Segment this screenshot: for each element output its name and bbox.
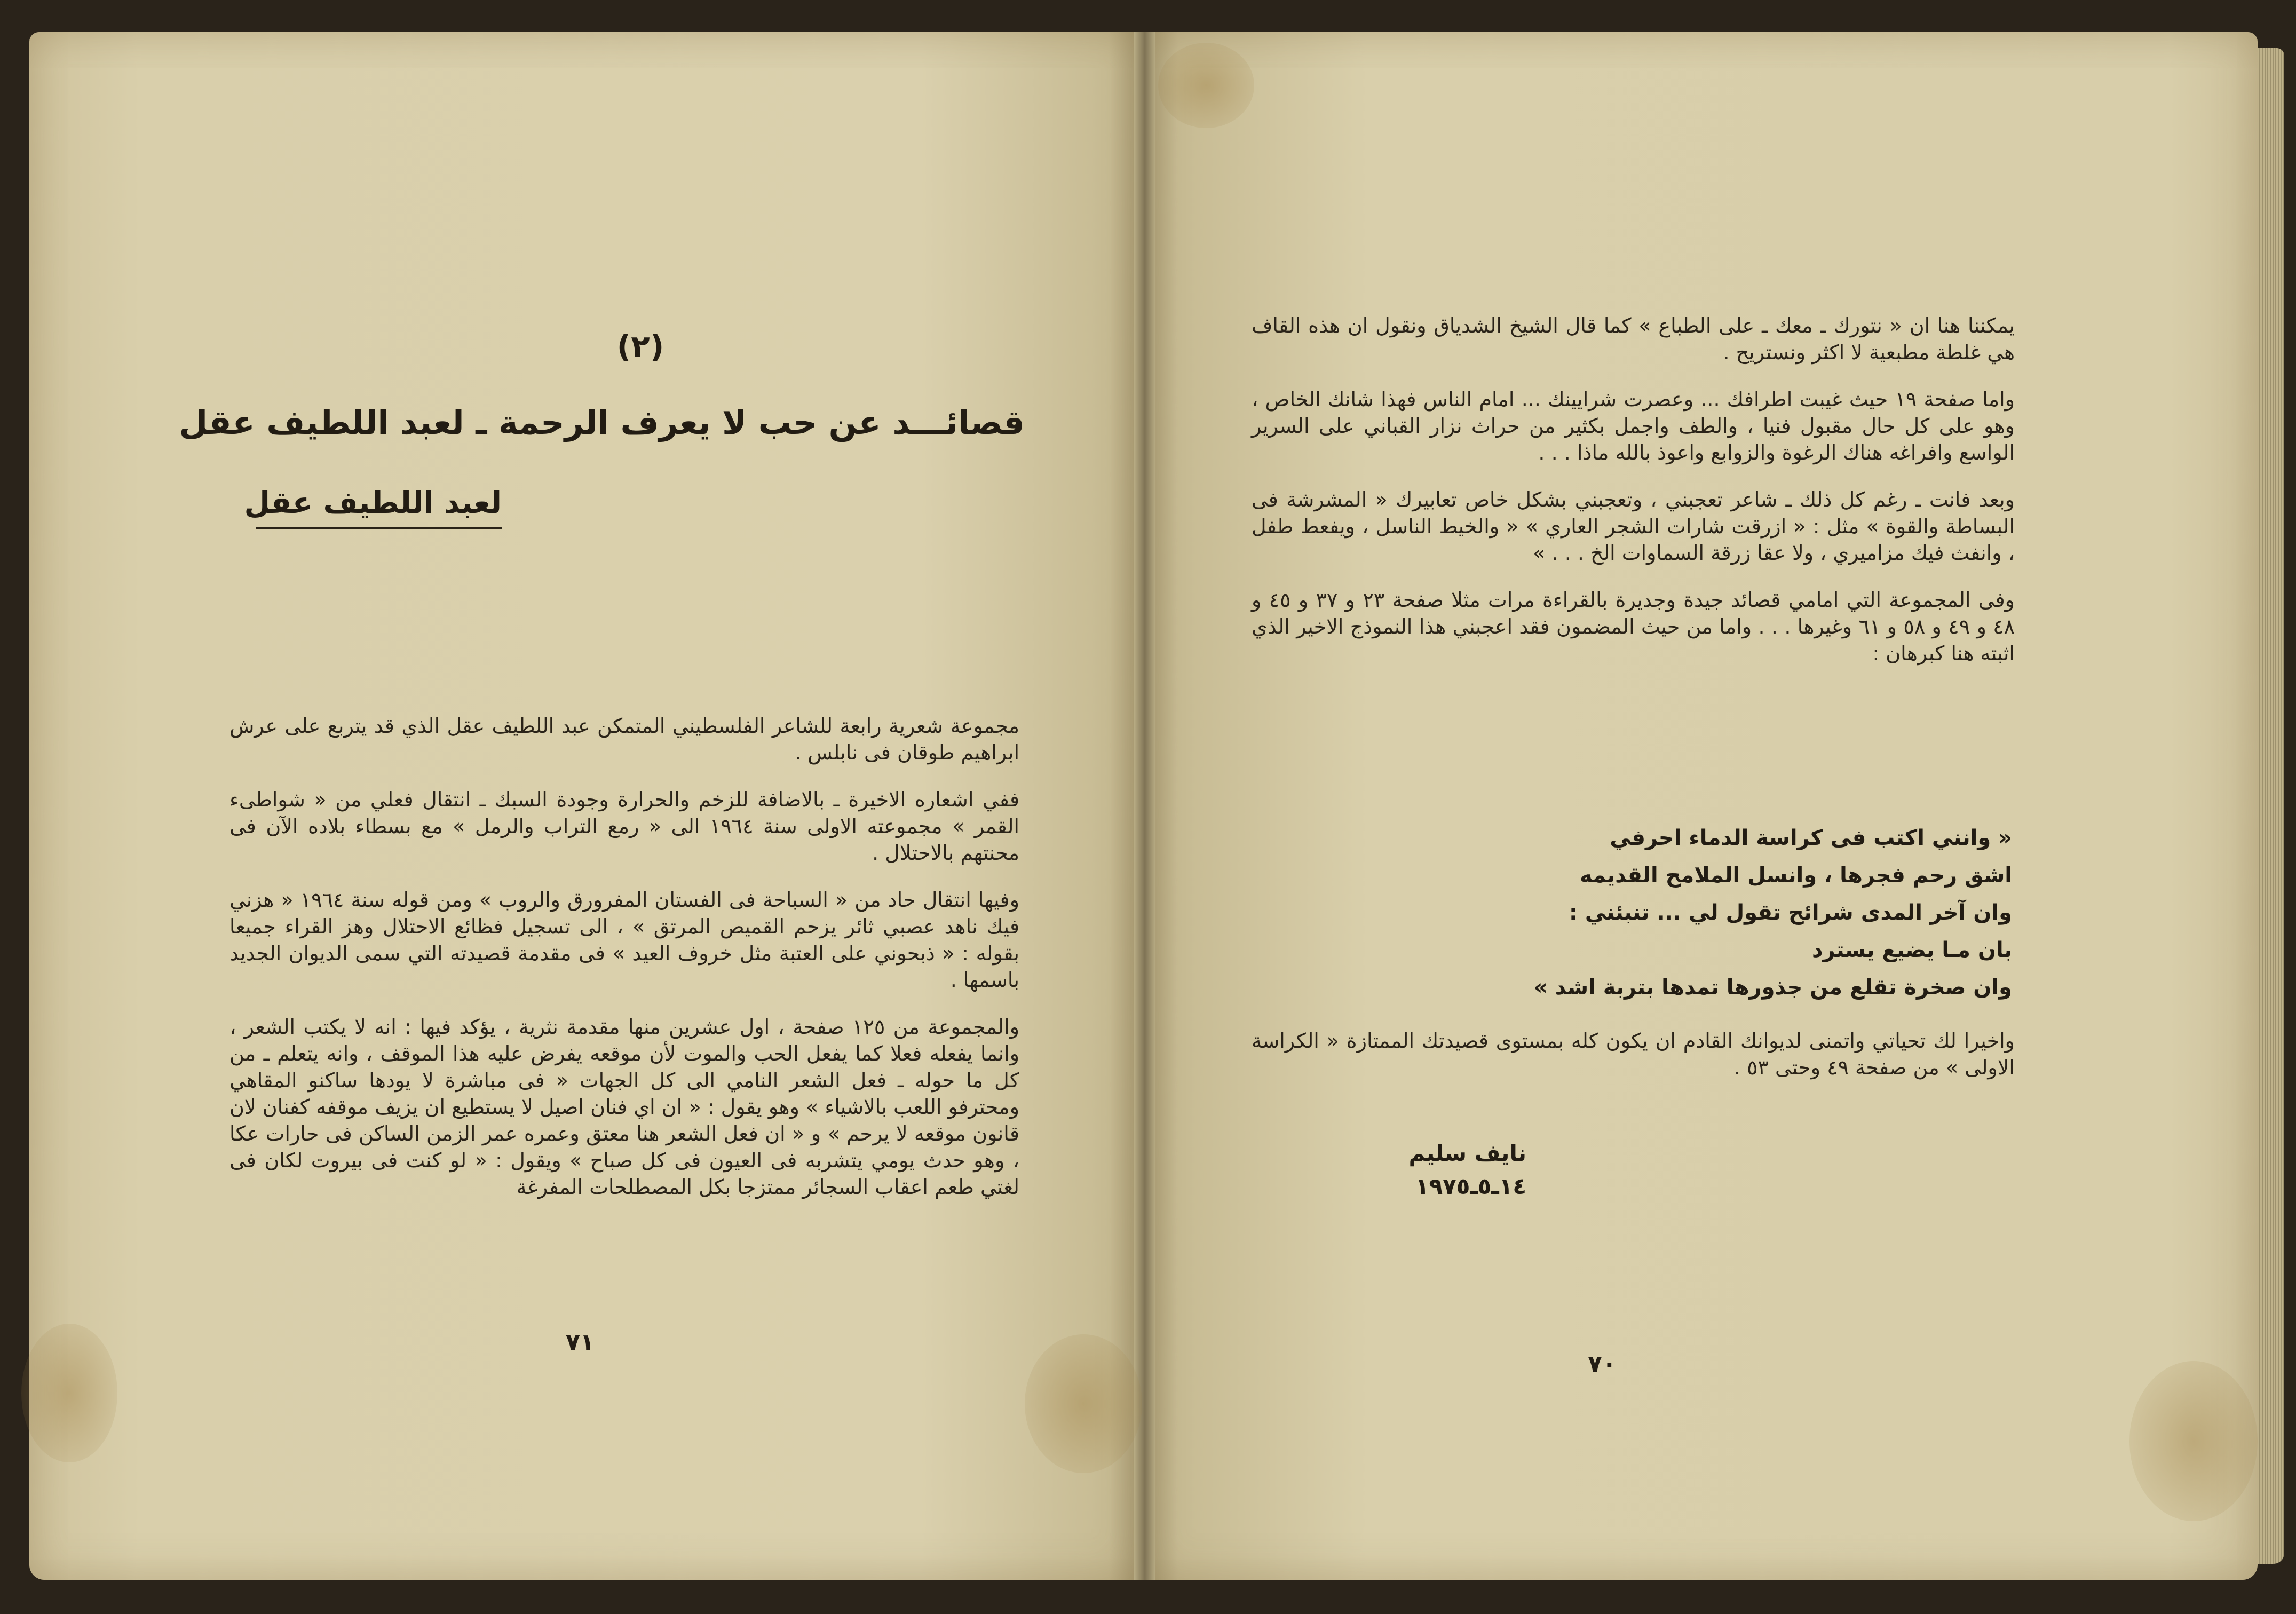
page-stain	[21, 1324, 117, 1462]
paragraph: وفى المجموعة التي امامي قصائد جيدة وجديرة بالقراءة مرات مثلا صفحة ٢٣ و ٣٧ و ٤٥ و ٤٨ و ٤٩ و ٥٨ و ٦١ وغيرها . . . واما من حيث المضمون فقد اعجبني هذا النموذج الاخير الذي اثبته هنا كبرهان :	[1252, 588, 2015, 665]
page-stain	[2129, 1361, 2258, 1521]
page-stain	[1025, 1334, 1142, 1473]
closing-paragraph-block	[1252, 1027, 2015, 1101]
page-stain	[1158, 43, 1254, 128]
paragraph: والمجموعة من ١٢٥ صفحة ، اول عشرين منها مقدمة نثرية ، يؤكد فيها : انه لا يكتب الشعر ، وانما يفعله فعلا كما يفعل الحب والموت لأن موقعه يفرض عليه هذا الموقف ، وانه يتعلم ـ من كل ما حوله ـ فعل الشعر النامي الى كل الجهات « فى مباشرة لا يودها ساكنو المقاهي ومحترفو اللعب بالاشياء » وهو يقول : « ان اي فنان اصيل لا يستطيع ان يزيف موقفه كفنان لان قانون موقعه لا يرحم » و « ان فعل الشعر هنا معتق وعمره عمر الزمن الساكن فى حارات عكا ، وهو حدث يومي يتشربه فى العيون فى كل صباح » ويقول : « لو كنت فى بيروت لكان فى لغتي طعم اعقاب السجائر ممتزجا بكل المصطلحات المفرغة	[229, 1015, 1019, 1199]
book-gutter	[1134, 32, 1155, 1580]
signature-name: نايف سليم	[1408, 1140, 1526, 1166]
paragraph: وبعد فانت ـ رغم كل ذلك ـ شاعر تعجبني ، وتعجبني بشكل خاص تعابيرك « المشرشة فى البساطة والقوة » مثل : « ازرقت شارات الشجر العاري » « والخيط الناسل ، ويفعط طفل ، وانفث فيك مزاميري ، ولا عقا زرقة السماوات الخ . . . »	[1252, 488, 2015, 565]
right-page-body	[1252, 312, 2015, 687]
left-page-body	[229, 713, 1019, 1221]
paragraph: واما صفحة ١٩ حيث غيبت اطرافك ... وعصرت شرايينك ... امام الناس فهذا شانك الخاص ، وهو على كل حال مقبول فنيا ، والطف واجمل بكثير من حراث نزار القباني على السرير الواسع وافراغه هناك الرغوة والزوابع واعوذ بالله ماذا . . .	[1252, 387, 2015, 464]
page-number: ٧٠	[1588, 1350, 1617, 1378]
page-number: ٧١	[566, 1329, 595, 1356]
paragraph: وفيها انتقال حاد من « السباحة فى الفستان المفرورق والروب » ومن قوله سنة ١٩٦٤ « هزني فيك ناهد عصبي ثائر يزحم القميص المرتق » ، الى تسجيل فظائع الاحتلال وهز القراء جميعا بقوله : « ذبحوني على العتبة مثل خروف العيد » فى مقدمة قصيدته التي سمى الديوان الجديد باسمها .	[229, 888, 1019, 992]
signature-date: ١٤ـ٥ـ١٩٧٥	[1415, 1173, 1526, 1199]
right-page	[1145, 32, 2258, 1580]
page-edges	[2258, 48, 2284, 1564]
quoted-poem	[1260, 819, 2012, 1006]
author-heading: لعبد اللطيف عقل	[256, 486, 502, 529]
chapter-title: قصائـــد عن حب لا يعرف الرحمة ـ لعبد اللطيف عقل	[179, 403, 1025, 442]
poem-line: وان آخر المدى شرائح تقول لي ... تنبئني :	[1569, 900, 2012, 925]
poem-line: بان مـا يضيع يسترد	[1812, 938, 2012, 962]
paragraph: يمكننا هنا ان « نتورك ـ معك ـ على الطباع » كما قال الشيخ الشدياق ونقول ان هذه القاف هي غلطة مطبعية لا اكثر ونستريح .	[1252, 314, 2015, 364]
paragraph: ففي اشعاره الاخيرة ـ بالاضافة للزخم والحرارة وجودة السبك ـ انتقال فعلي من « شواطىء القمر » مجموعته الاولى سنة ١٩٦٤ الى « رمع التراب والرمل » مع بسطاء بلاده الآن فى محنتهم بالاحتلال .	[229, 788, 1019, 865]
signature	[1302, 1137, 1526, 1203]
poem-line: « وانني اكتب فى كراسة الدماء احرفي	[1610, 826, 2012, 850]
chapter-number: (٢)	[616, 328, 664, 365]
paragraph: مجموعة شعرية رابعة للشاعر الفلسطيني المتمكن عبد اللطيف عقل الذي قد يتربع على عرش ابراهيم طوقان فى نابلس .	[229, 714, 1019, 764]
closing-paragraph: واخيرا لك تحياتي واتمنى لديوانك القادم ان يكون كله بمستوى قصيدتك الممتازة « الكراسة الاولى » من صفحة ٤٩ وحتى ٥٣ .	[1252, 1029, 2015, 1079]
poem-line: وان صخرة تقلع من جذورها تمدها بتربة اشد »	[1533, 975, 2012, 1000]
poem-line: اشق رحم فجرها ، وانسل الملامح القديمه	[1580, 863, 2012, 888]
